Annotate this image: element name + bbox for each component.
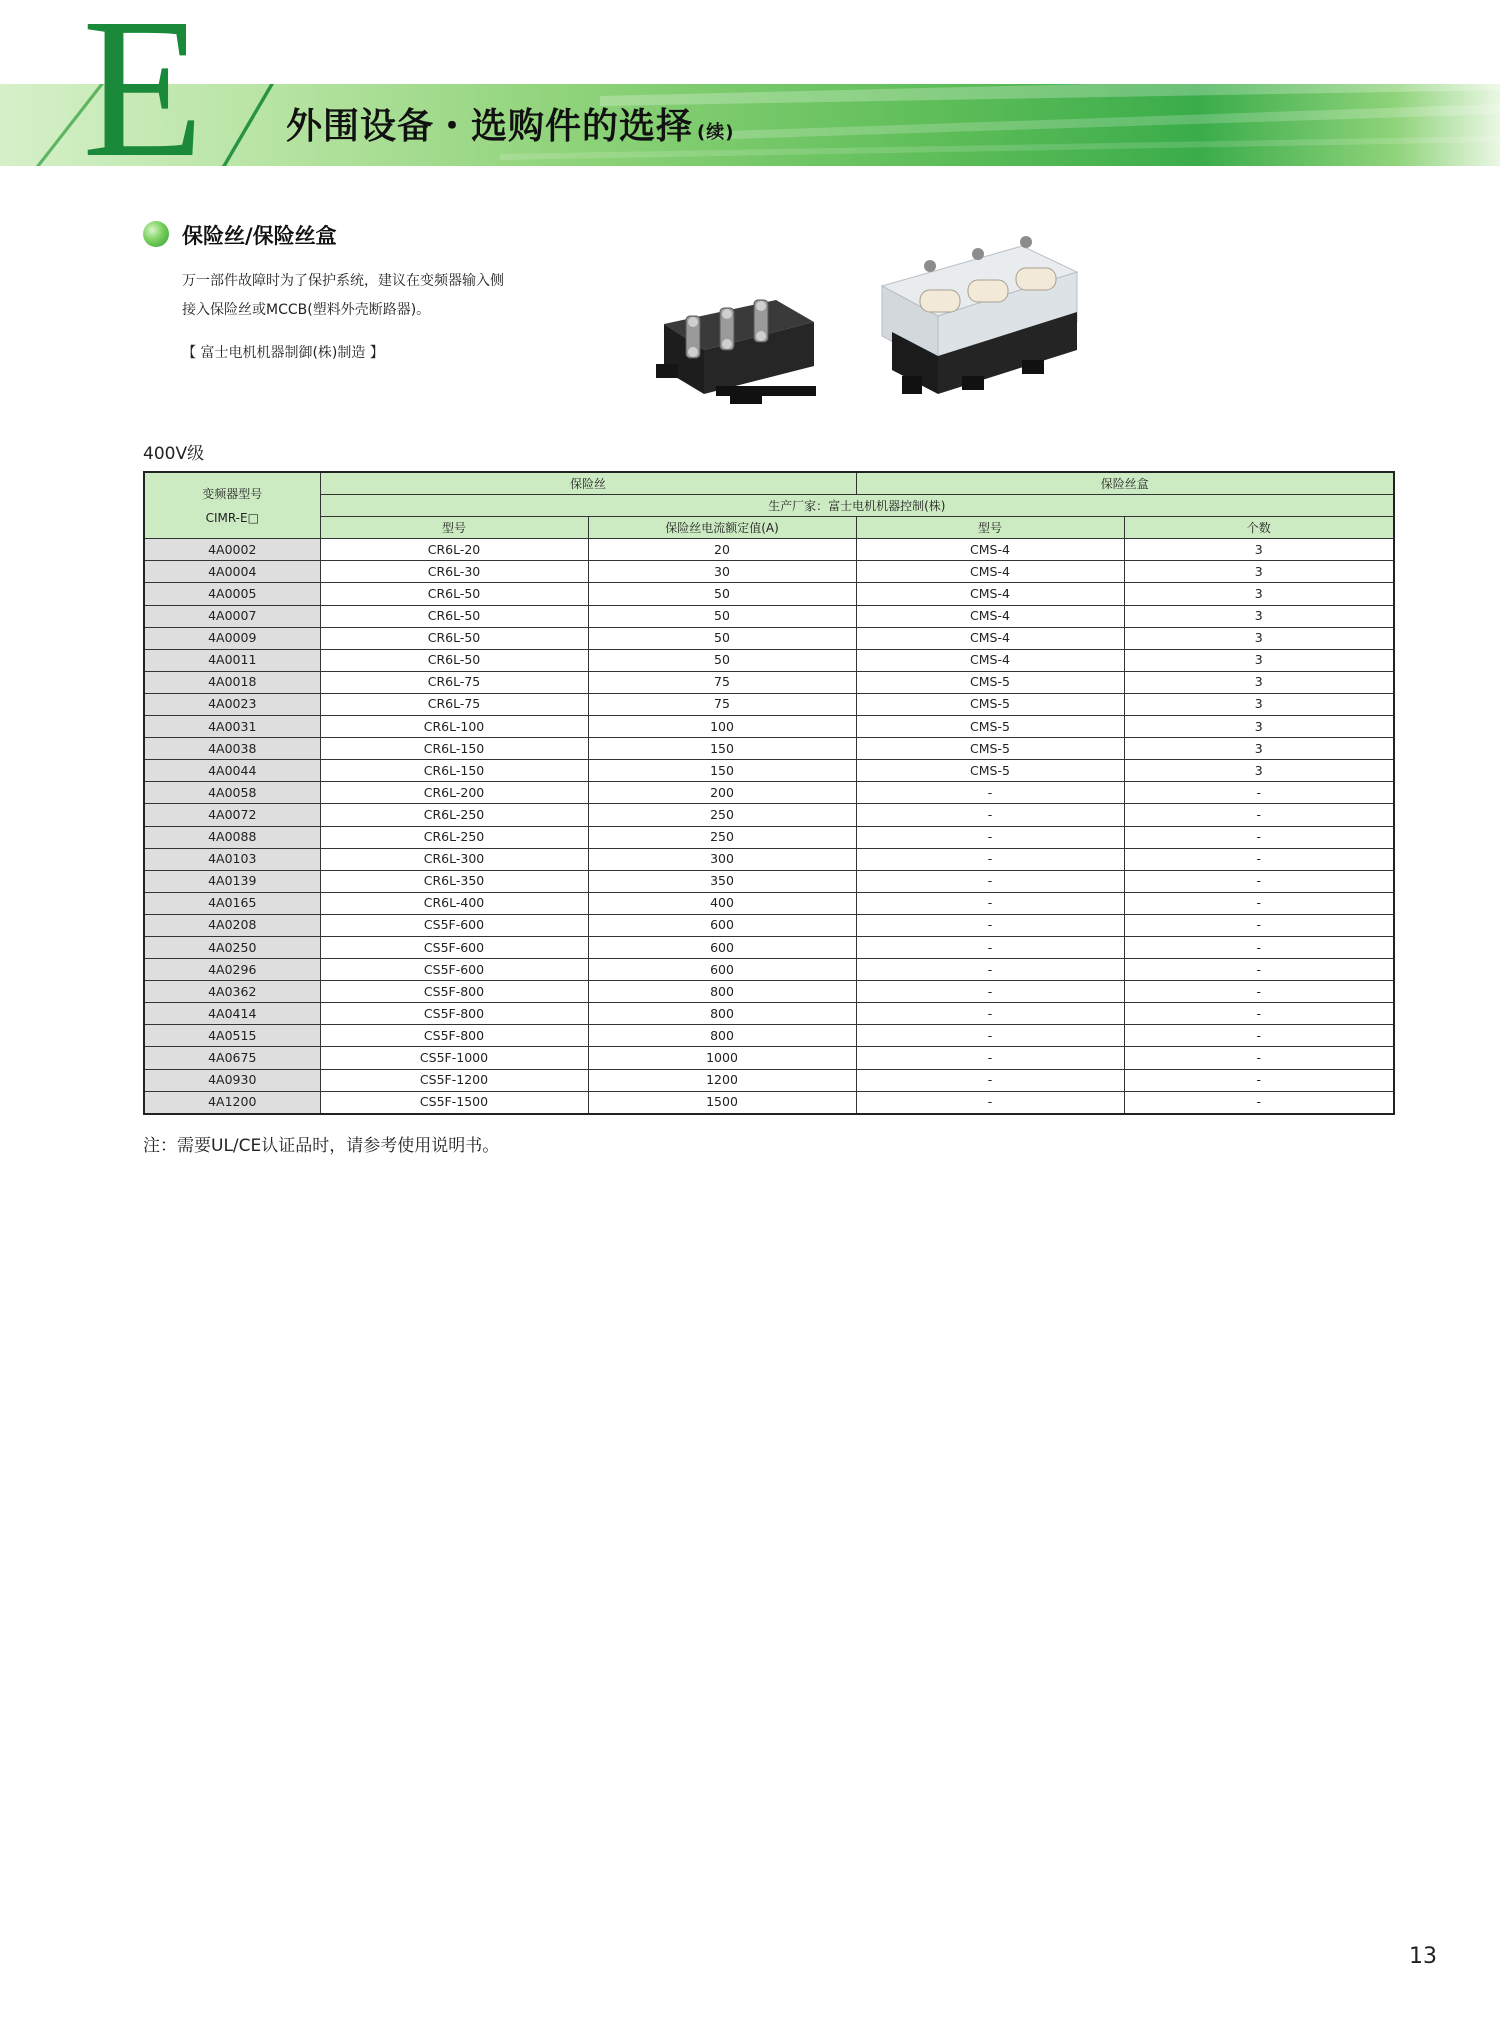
cell-box-count: 3 [1124, 738, 1394, 760]
cell-fuse-current: 800 [588, 1003, 856, 1025]
cell-box-count: 3 [1124, 605, 1394, 627]
cell-box-count: - [1124, 914, 1394, 936]
cell-inverter-model: 4A0139 [144, 870, 320, 892]
cell-box-type: CMS-5 [856, 693, 1124, 715]
table-row [144, 981, 1394, 1003]
cell-fuse-current: 30 [588, 561, 856, 583]
cell-inverter-model: 4A0005 [144, 583, 320, 605]
cell-box-type: CMS-4 [856, 627, 1124, 649]
cell-box-type: - [856, 1091, 1124, 1114]
cell-fuse-current: 50 [588, 627, 856, 649]
table-row [144, 605, 1394, 627]
cell-inverter-model: 4A0414 [144, 1003, 320, 1025]
banner-stripes [0, 84, 1500, 166]
voltage-class-label: 400V级 [143, 444, 205, 464]
cell-fuse-current: 800 [588, 1025, 856, 1047]
cell-box-count: - [1124, 848, 1394, 870]
cell-fuse-type: CR6L-50 [320, 649, 588, 671]
cell-box-count: 3 [1124, 627, 1394, 649]
cell-inverter-model: 4A0058 [144, 782, 320, 804]
cell-fuse-type: CR6L-50 [320, 605, 588, 627]
cell-fuse-type: CS5F-800 [320, 1003, 588, 1025]
fuse-box-photo [872, 226, 1082, 401]
cell-box-type: - [856, 870, 1124, 892]
cell-fuse-current: 800 [588, 981, 856, 1003]
cell-box-count: 3 [1124, 760, 1394, 782]
cell-inverter-model: 4A0009 [144, 627, 320, 649]
table-row [144, 1047, 1394, 1069]
table-row [144, 627, 1394, 649]
header-fuse-type: 型号 [320, 517, 588, 539]
cell-fuse-current: 600 [588, 914, 856, 936]
table-row [144, 583, 1394, 605]
header-fuse-box: 保险丝盒 [856, 472, 1394, 495]
cell-fuse-current: 600 [588, 936, 856, 958]
cell-fuse-current: 50 [588, 583, 856, 605]
cell-inverter-model: 4A0103 [144, 848, 320, 870]
cell-inverter-model: 4A0088 [144, 826, 320, 848]
fuse-block-photo [656, 266, 818, 406]
cell-fuse-type: CR6L-250 [320, 804, 588, 826]
cell-box-type: - [856, 959, 1124, 981]
cell-box-count: - [1124, 936, 1394, 958]
table-row [144, 671, 1394, 693]
table-row [144, 760, 1394, 782]
cell-box-type: CMS-5 [856, 716, 1124, 738]
table-row [144, 936, 1394, 958]
cell-fuse-current: 400 [588, 892, 856, 914]
description-line-1: 万一部件故障时为了保护系统，建议在变频器输入侧 [182, 273, 504, 289]
cell-fuse-type: CS5F-800 [320, 1025, 588, 1047]
table-row [144, 561, 1394, 583]
page-number: 13 [1409, 1944, 1437, 1969]
cell-inverter-model: 4A0675 [144, 1047, 320, 1069]
cell-box-type: - [856, 892, 1124, 914]
header-inverter-model [144, 472, 320, 539]
cell-fuse-current: 600 [588, 959, 856, 981]
chapter-letter: E [82, 0, 201, 199]
cell-fuse-type: CR6L-300 [320, 848, 588, 870]
cell-fuse-type: CR6L-150 [320, 738, 588, 760]
cell-box-count: - [1124, 826, 1394, 848]
cell-inverter-model: 4A0023 [144, 693, 320, 715]
cell-fuse-current: 200 [588, 782, 856, 804]
table-row [144, 1091, 1394, 1114]
cell-inverter-model: 4A0930 [144, 1069, 320, 1091]
table-row [144, 870, 1394, 892]
cell-box-type: CMS-4 [856, 649, 1124, 671]
cell-fuse-current: 1500 [588, 1091, 856, 1114]
table-body [144, 539, 1394, 1114]
cell-fuse-current: 300 [588, 848, 856, 870]
cell-inverter-model: 4A0031 [144, 716, 320, 738]
cell-inverter-model: 4A0004 [144, 561, 320, 583]
table-header-row-3 [144, 517, 1394, 539]
cell-box-type: - [856, 1047, 1124, 1069]
cell-fuse-type: CR6L-50 [320, 583, 588, 605]
cell-inverter-model: 4A0208 [144, 914, 320, 936]
cell-box-type: - [856, 1025, 1124, 1047]
cell-fuse-type: CS5F-600 [320, 959, 588, 981]
cell-box-count: 3 [1124, 716, 1394, 738]
cell-fuse-type: CR6L-400 [320, 892, 588, 914]
cell-box-type: - [856, 804, 1124, 826]
table-row [144, 848, 1394, 870]
cell-fuse-type: CR6L-20 [320, 539, 588, 561]
cell-fuse-type: CR6L-150 [320, 760, 588, 782]
cell-fuse-type: CS5F-800 [320, 981, 588, 1003]
header-fuse: 保险丝 [320, 472, 856, 495]
cell-box-count: - [1124, 892, 1394, 914]
cell-box-type: - [856, 936, 1124, 958]
description-line-2: 接入保险丝或MCCB(塑料外壳断路器)。 [182, 302, 431, 318]
table-row [144, 1069, 1394, 1091]
cell-inverter-model: 4A0018 [144, 671, 320, 693]
cell-fuse-current: 250 [588, 826, 856, 848]
cell-fuse-current: 100 [588, 716, 856, 738]
cell-box-type: - [856, 1069, 1124, 1091]
cell-box-count: 3 [1124, 539, 1394, 561]
page-title-suffix: (续) [697, 122, 735, 143]
cell-inverter-model: 4A0515 [144, 1025, 320, 1047]
cell-fuse-current: 75 [588, 671, 856, 693]
cell-fuse-current: 50 [588, 605, 856, 627]
cell-fuse-current: 1200 [588, 1069, 856, 1091]
cell-fuse-type: CS5F-1000 [320, 1047, 588, 1069]
header-inverter-model-line1: 变频器型号 [202, 486, 263, 501]
table-row [144, 1003, 1394, 1025]
header-fuse-current: 保险丝电流额定值(A) [588, 517, 856, 539]
header-box-type: 型号 [856, 517, 1124, 539]
cell-inverter-model: 4A0044 [144, 760, 320, 782]
cell-box-count: - [1124, 870, 1394, 892]
table-row [144, 649, 1394, 671]
cell-inverter-model: 4A1200 [144, 1091, 320, 1114]
header-banner [0, 84, 1500, 166]
cell-box-count: - [1124, 782, 1394, 804]
manufacturer-note: 【 富士电机机器制御(株)制造 】 [182, 345, 384, 361]
cell-inverter-model: 4A0007 [144, 605, 320, 627]
cell-fuse-current: 350 [588, 870, 856, 892]
cell-box-type: - [856, 826, 1124, 848]
section-bullet-icon [143, 221, 169, 247]
page-title-text: 外围设备・选购件的选择 [286, 106, 694, 147]
cell-fuse-type: CR6L-200 [320, 782, 588, 804]
cell-box-count: - [1124, 1003, 1394, 1025]
cell-box-type: CMS-5 [856, 738, 1124, 760]
page-title [286, 98, 734, 149]
cell-fuse-type: CS5F-600 [320, 914, 588, 936]
cell-box-type: - [856, 782, 1124, 804]
table-row [144, 804, 1394, 826]
cell-fuse-type: CR6L-50 [320, 627, 588, 649]
cell-fuse-type: CR6L-250 [320, 826, 588, 848]
cell-fuse-type: CR6L-75 [320, 671, 588, 693]
footnote: 注：需要UL/CE认证品时，请参考使用说明书。 [143, 1136, 500, 1156]
table-row [144, 1025, 1394, 1047]
table-row [144, 959, 1394, 981]
cell-fuse-current: 20 [588, 539, 856, 561]
table-row [144, 782, 1394, 804]
header-manufacturer: 生产厂家：富士电机机器控制(株) [320, 495, 1394, 517]
section-description [182, 267, 622, 325]
header-box-count: 个数 [1124, 517, 1394, 539]
cell-fuse-current: 75 [588, 693, 856, 715]
cell-inverter-model: 4A0002 [144, 539, 320, 561]
cell-box-type: - [856, 848, 1124, 870]
cell-box-count: 3 [1124, 693, 1394, 715]
cell-box-count: 3 [1124, 649, 1394, 671]
cell-box-type: CMS-4 [856, 539, 1124, 561]
table-row [144, 539, 1394, 561]
table-row [144, 892, 1394, 914]
cell-fuse-current: 150 [588, 738, 856, 760]
table-row [144, 716, 1394, 738]
cell-fuse-type: CR6L-75 [320, 693, 588, 715]
cell-inverter-model: 4A0011 [144, 649, 320, 671]
cell-box-type: CMS-5 [856, 671, 1124, 693]
cell-box-type: - [856, 1003, 1124, 1025]
cell-fuse-type: CS5F-600 [320, 936, 588, 958]
cell-fuse-current: 1000 [588, 1047, 856, 1069]
cell-inverter-model: 4A0165 [144, 892, 320, 914]
cell-fuse-type: CS5F-1500 [320, 1091, 588, 1114]
cell-box-type: CMS-4 [856, 583, 1124, 605]
cell-fuse-current: 50 [588, 649, 856, 671]
table-row [144, 826, 1394, 848]
cell-inverter-model: 4A0362 [144, 981, 320, 1003]
cell-fuse-type: CR6L-30 [320, 561, 588, 583]
fuse-selection-table [143, 471, 1395, 1115]
cell-box-count: 3 [1124, 583, 1394, 605]
cell-box-count: - [1124, 1069, 1394, 1091]
cell-box-count: 3 [1124, 671, 1394, 693]
cell-box-count: - [1124, 1025, 1394, 1047]
cell-fuse-type: CR6L-100 [320, 716, 588, 738]
cell-box-count: - [1124, 804, 1394, 826]
section-title: 保险丝/保险丝盒 [182, 224, 337, 248]
cell-box-type: - [856, 981, 1124, 1003]
table-row [144, 693, 1394, 715]
cell-box-count: - [1124, 1091, 1394, 1114]
cell-box-count: - [1124, 1047, 1394, 1069]
cell-box-type: CMS-4 [856, 561, 1124, 583]
cell-inverter-model: 4A0072 [144, 804, 320, 826]
cell-box-type: CMS-4 [856, 605, 1124, 627]
cell-box-type: CMS-5 [856, 760, 1124, 782]
cell-fuse-type: CS5F-1200 [320, 1069, 588, 1091]
table-row [144, 738, 1394, 760]
cell-inverter-model: 4A0296 [144, 959, 320, 981]
cell-box-count: - [1124, 959, 1394, 981]
cell-box-type: - [856, 914, 1124, 936]
cell-inverter-model: 4A0038 [144, 738, 320, 760]
table-row [144, 914, 1394, 936]
cell-box-count: 3 [1124, 561, 1394, 583]
cell-fuse-current: 150 [588, 760, 856, 782]
table-header-row-2 [144, 495, 1394, 517]
cell-box-count: - [1124, 981, 1394, 1003]
cell-fuse-type: CR6L-350 [320, 870, 588, 892]
header-inverter-model-line2: CIMR-E□ [205, 510, 259, 525]
cell-inverter-model: 4A0250 [144, 936, 320, 958]
cell-fuse-current: 250 [588, 804, 856, 826]
table-header-row-1 [144, 472, 1394, 495]
